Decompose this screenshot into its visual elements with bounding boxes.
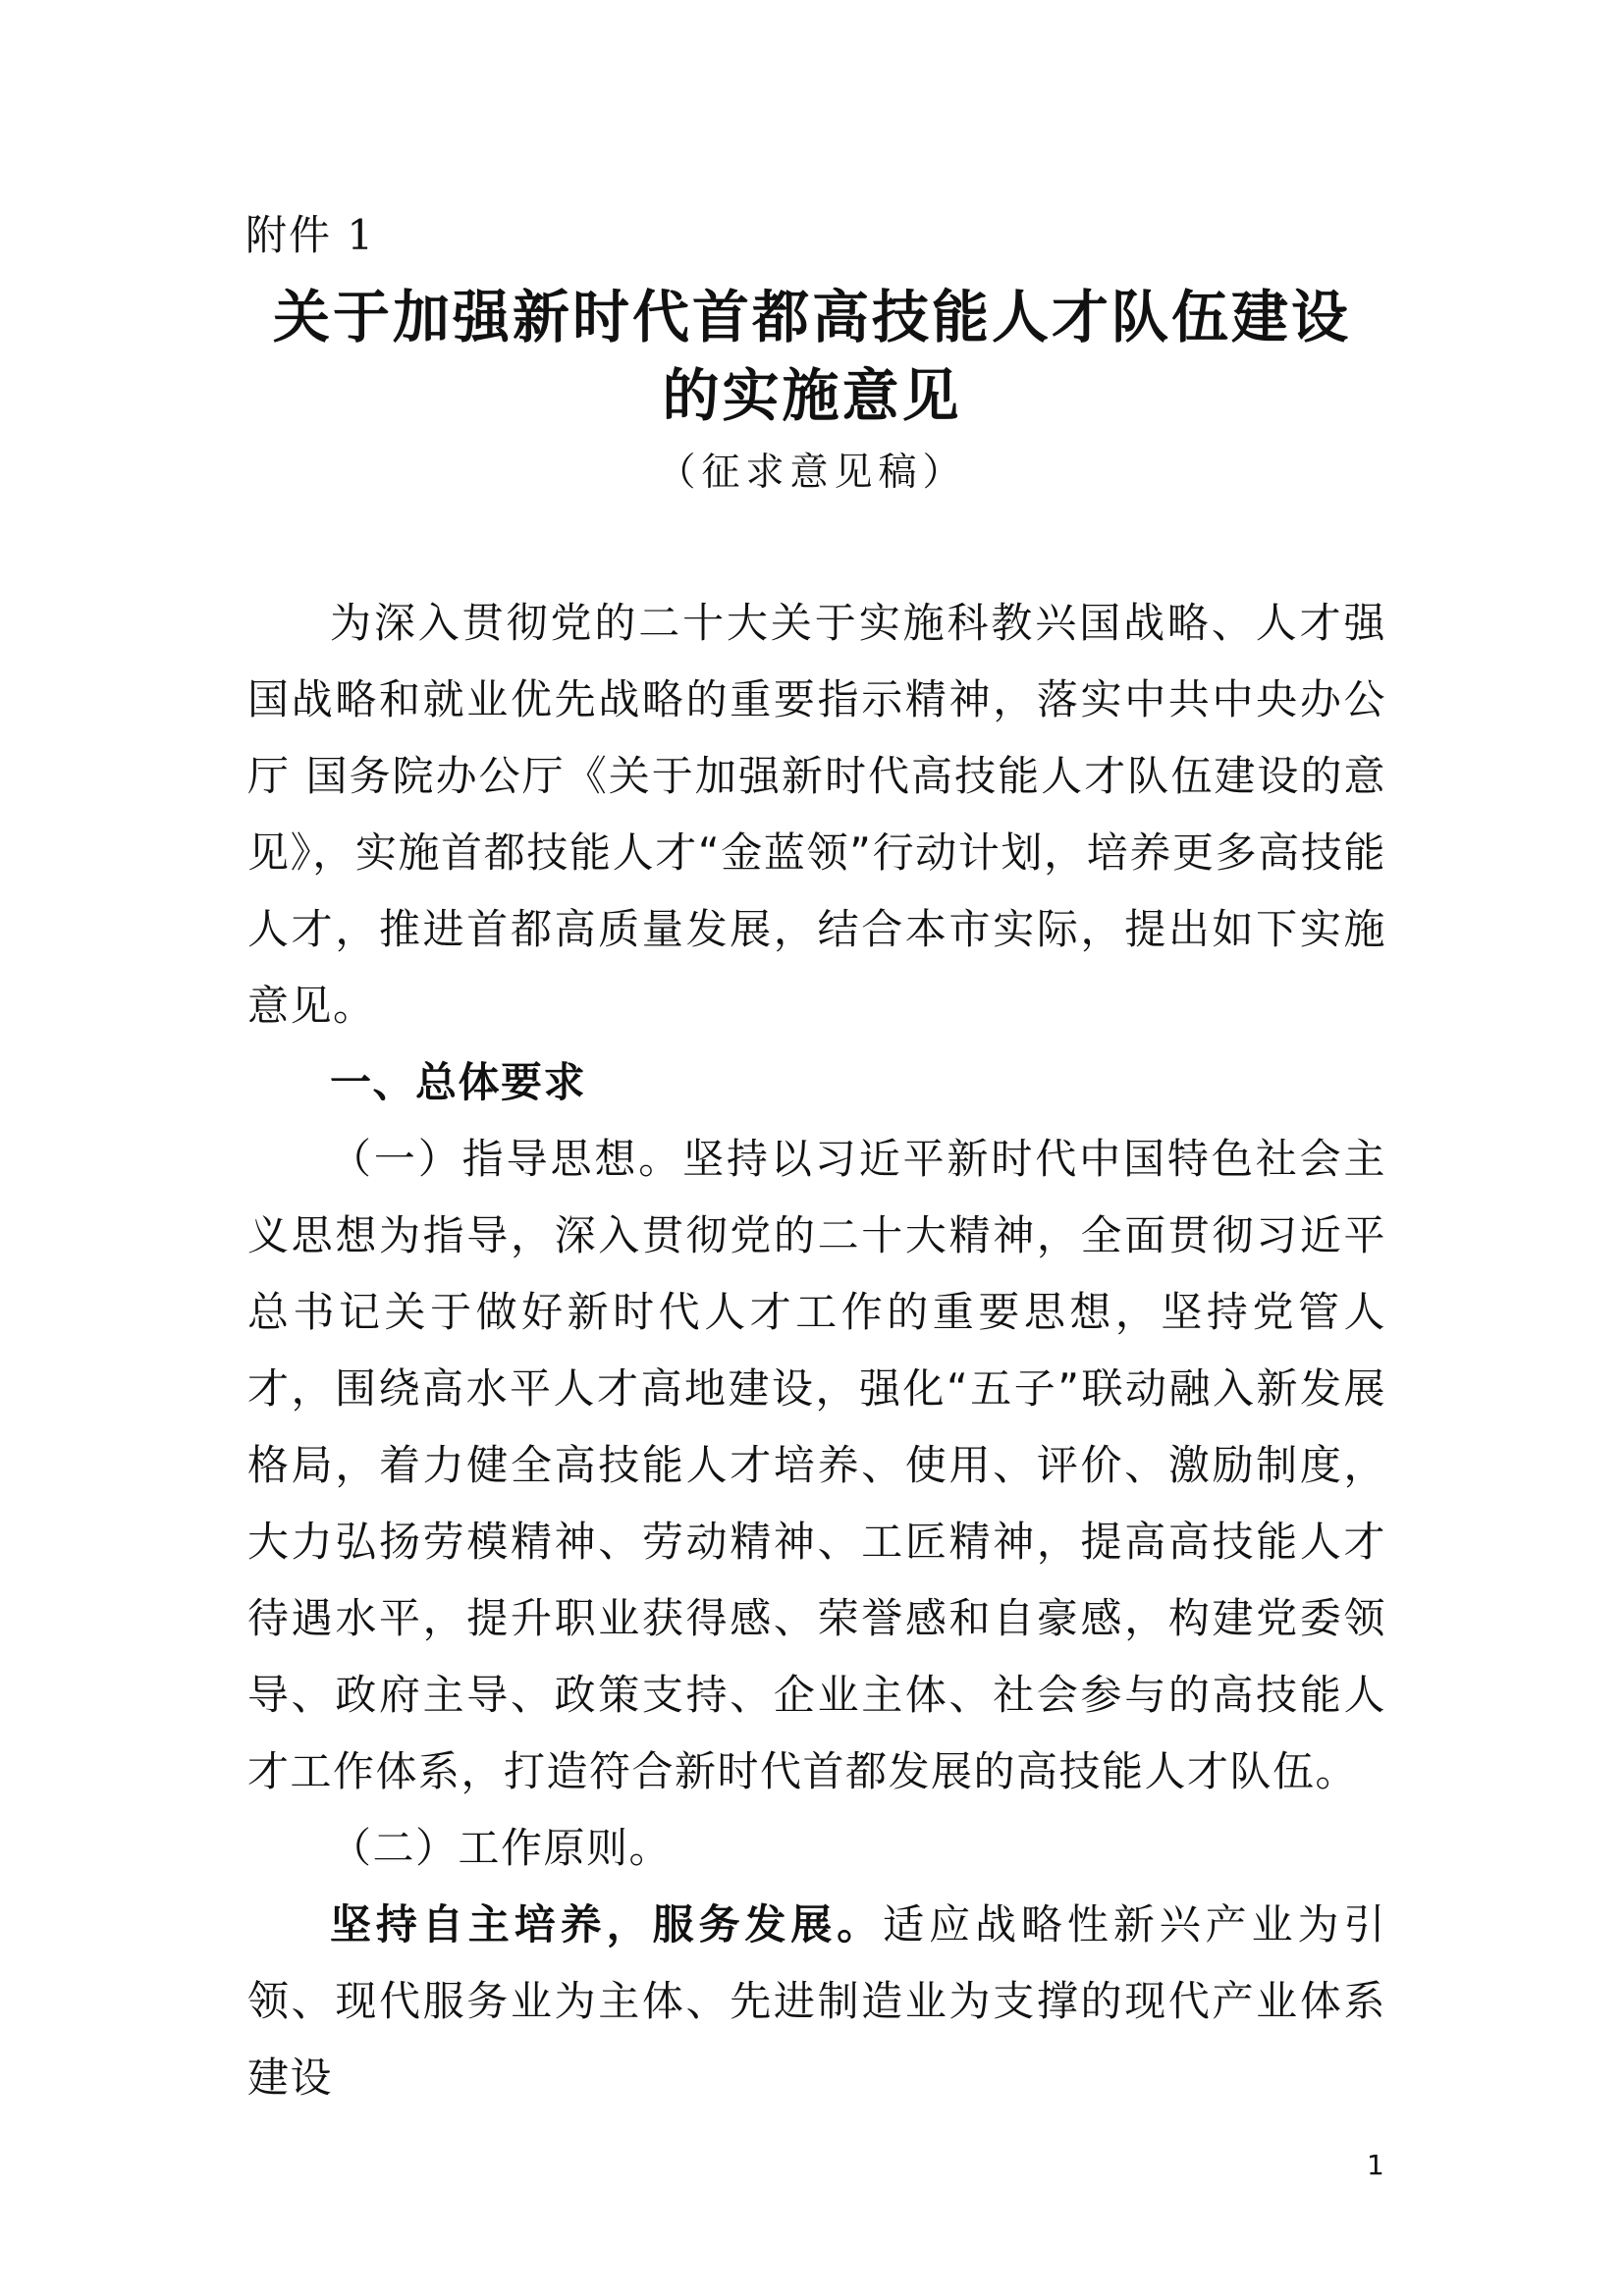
guiding-ideology-paragraph: （一）指导思想。坚持以习近平新时代中国特色社会主义思想为指导，深入贯彻党的二十大精神，全面贯彻习近平总书记关于做好新时代人才工作的重要思想，坚持党管人才，围绕高水平人才高地建设，强化“五子”联动融入新发展格局，着力健全高技能人才培养、使用、评价、激励制度，大力弘扬劳模精神、劳动精神、工匠精神，提高高技能人才待遇水平，提升职业获得感、荣誉感和自豪感，构建党委领导、政府主导、政策支持、企业主体、社会参与的高技能人才工作体系，打造符合新时代首都发展的高技能人才队伍。 [247, 1135, 1386, 1795]
document-title-line-1: 关于加强新时代首都高技能人才队伍建设 [272, 284, 1351, 350]
principle-one-lead: 坚持自主培养，服务发展。 [330, 1900, 884, 1949]
intro-paragraph: 为深入贯彻党的二十大关于实施科教兴国战略、人才强国战略和就业优先战略的重要指示精神，落实中共中央办公厅 国务院办公厅《关于加强新时代高技能人才队伍建设的意见》，实施首都技能人才“金蓝领”行动计划，培养更多高技能人才，推进首都高质量发展，结合本市实际，提出如下实施意见。 [247, 599, 1386, 1030]
section-one-heading: 一、总体要求 [330, 1058, 587, 1106]
document-subtitle: （征求意见稿） [657, 451, 967, 495]
principle-one-paragraph [247, 1887, 1386, 2116]
principle-one-text: 适应战略性新兴产业为引领、现代服务业为主体、先进制造业为支撑的现代产业体系建设 [247, 1900, 1386, 2102]
document-title-line-2: 的实施意见 [662, 362, 962, 429]
working-principles-heading: （二）工作原则。 [330, 1824, 673, 1872]
page-number: 1 [1367, 2149, 1384, 2181]
attachment-label: 附件 1 [245, 211, 376, 259]
